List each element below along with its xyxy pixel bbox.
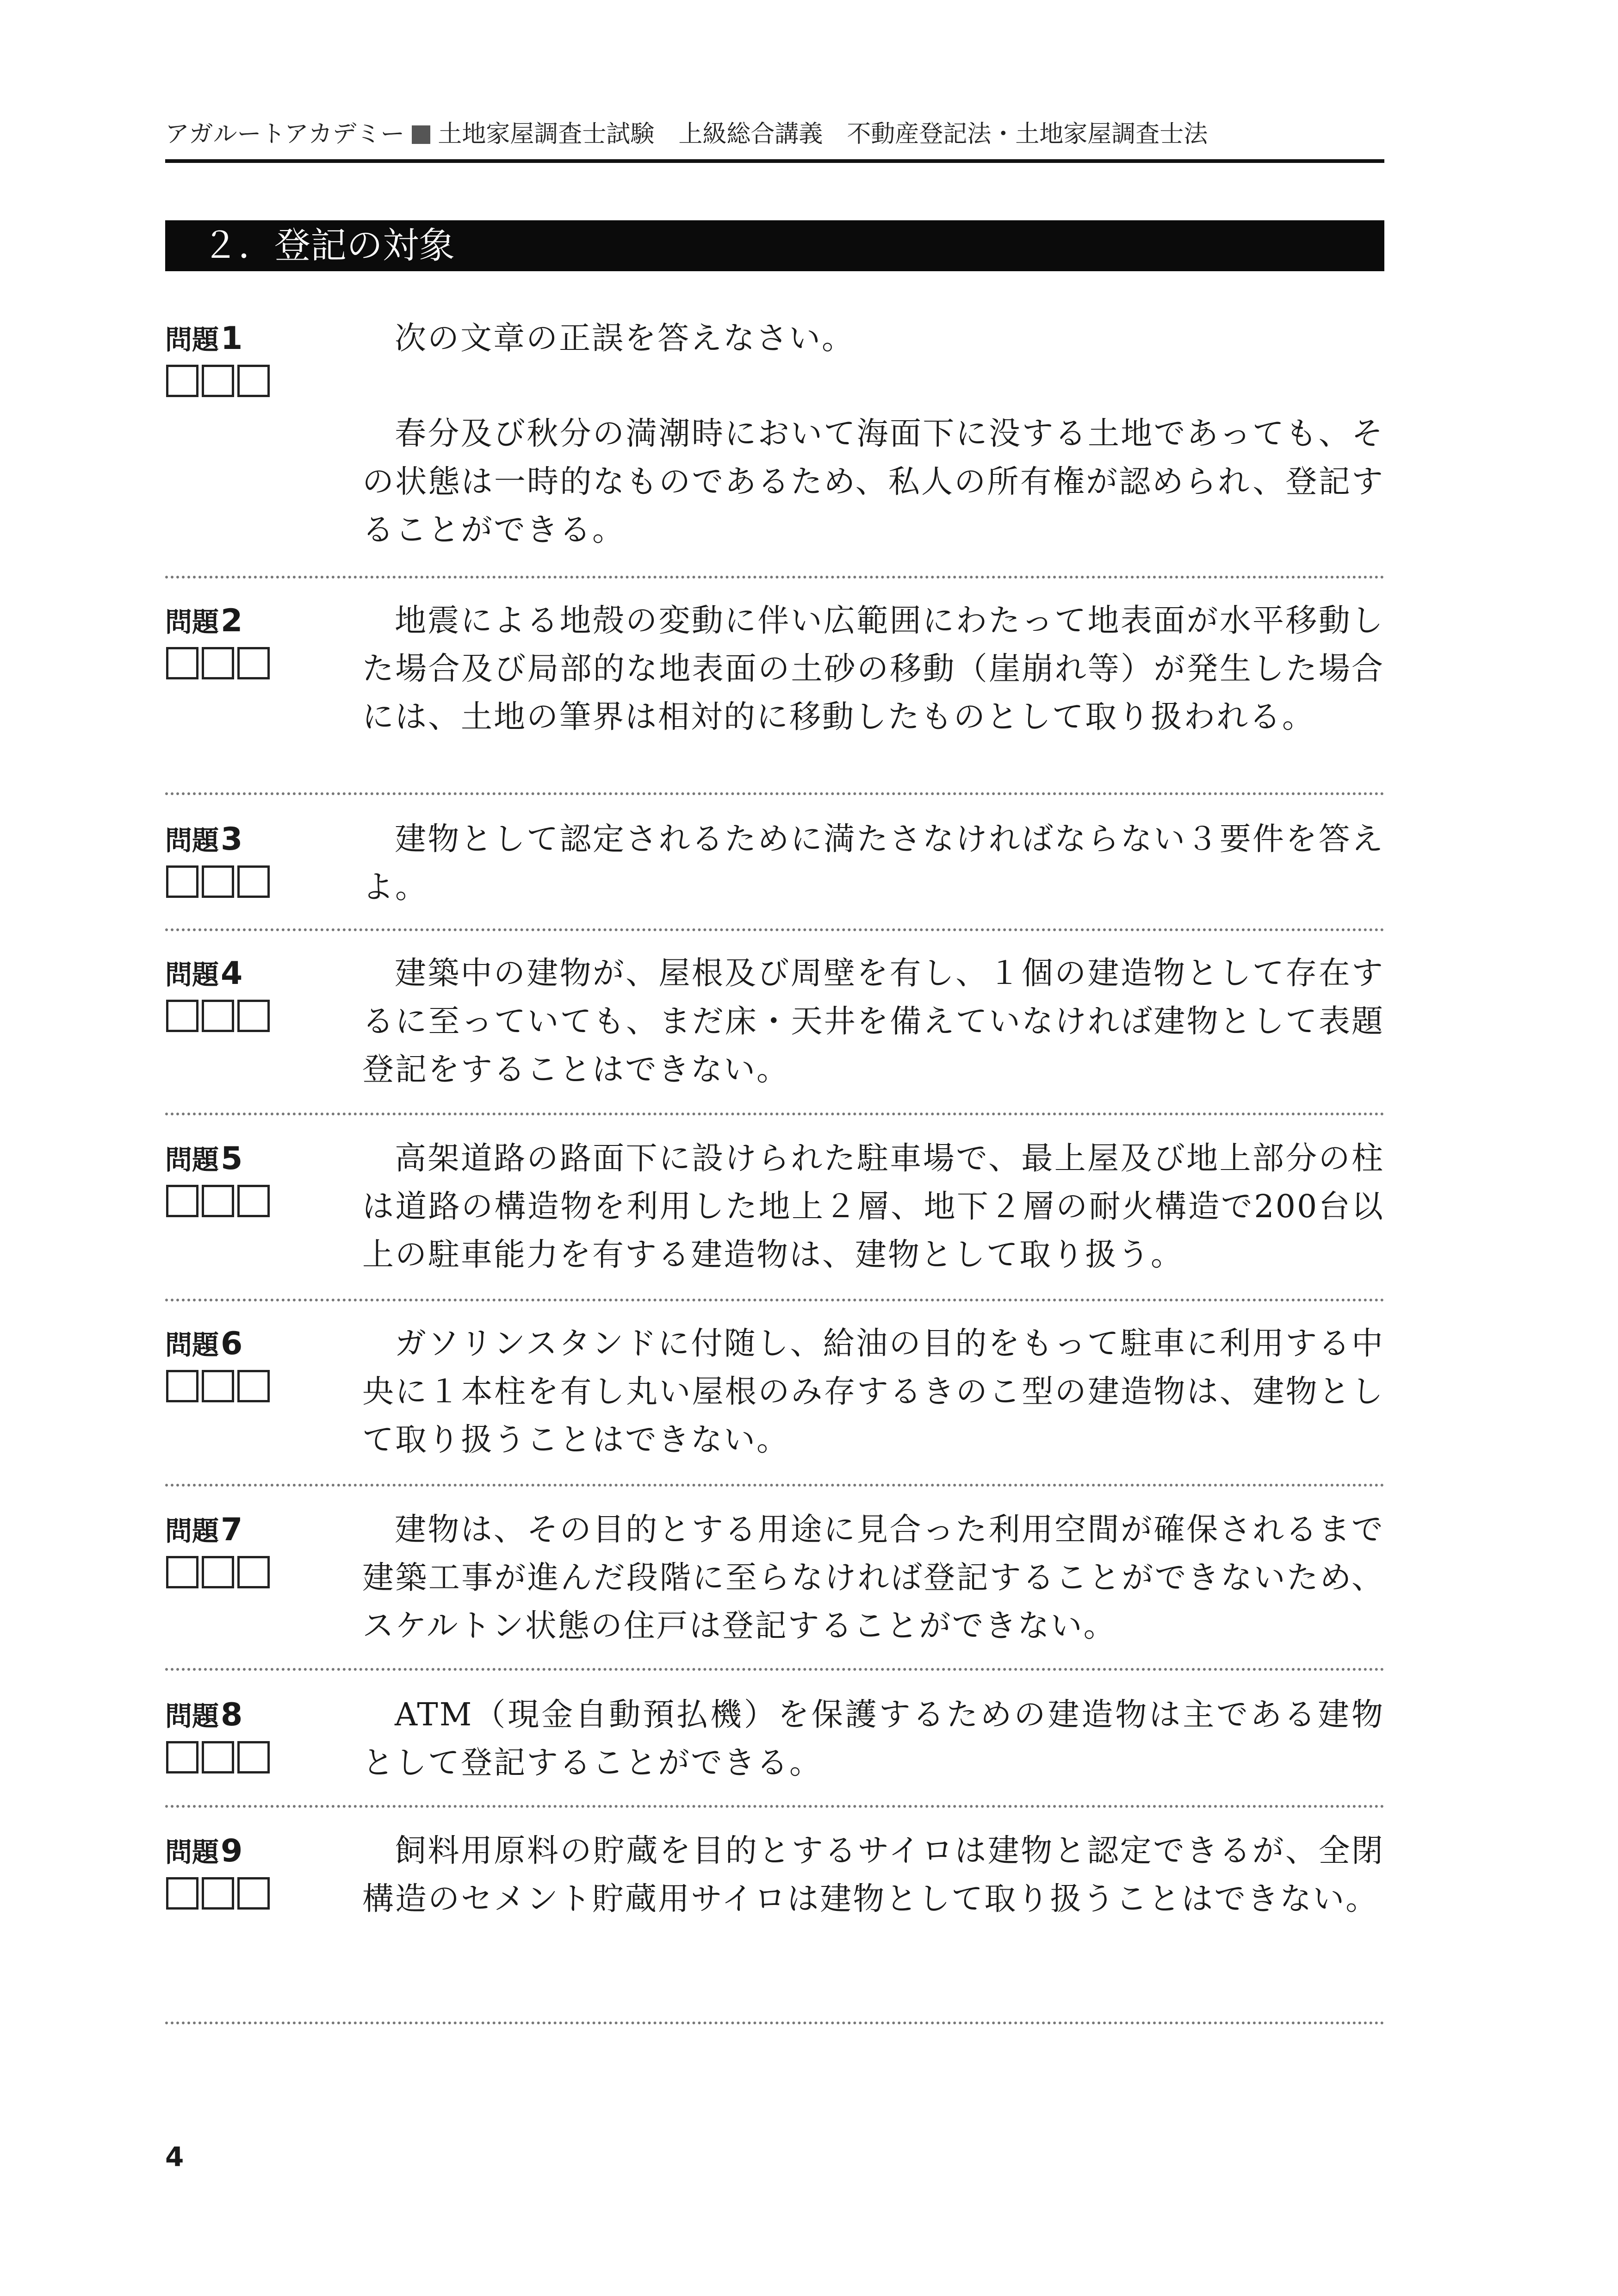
checkbox[interactable] — [166, 365, 198, 397]
checkbox[interactable] — [237, 1370, 270, 1402]
check-boxes — [166, 1556, 273, 1588]
checkbox[interactable] — [237, 1185, 270, 1217]
question-label: 問題3 — [165, 821, 243, 858]
check-boxes — [166, 1370, 273, 1402]
check-boxes — [166, 1000, 273, 1032]
dotted-divider — [165, 1113, 1384, 1115]
checkbox[interactable] — [237, 865, 270, 898]
question-label: 問題6 — [165, 1325, 243, 1362]
question-label: 問題1 — [165, 320, 243, 357]
check-boxes — [166, 1185, 273, 1217]
question-text: 建築中の建物が、屋根及び周壁を有し、１個の建造物として存在するに至っていても、まだ床・天井を備えていなければ建物として表題登記をすることはできない。 — [362, 955, 1384, 1088]
question-text: 春分及び秋分の満潮時において海面下に没する土地であっても、その状態は一時的なものであるため、私人の所有権が認められ、登記することができる。 — [362, 416, 1384, 548]
header-publisher: アガルートアカデミー — [165, 120, 405, 148]
question-label: 問題2 — [165, 603, 243, 639]
checkbox[interactable] — [166, 647, 198, 679]
dotted-divider — [165, 792, 1384, 795]
question-label: 問題7 — [165, 1512, 243, 1548]
checkbox[interactable] — [237, 647, 270, 679]
checkbox[interactable] — [166, 1370, 198, 1402]
checkbox[interactable] — [202, 1370, 234, 1402]
checkbox[interactable] — [202, 1877, 234, 1910]
checkbox[interactable] — [237, 1877, 270, 1910]
question-text: 飼料用原料の貯蔵を目的とするサイロは建物と認定できるが、全閉構造のセメント貯蔵用サイロは建物として取り扱うことはできない。 — [362, 1833, 1384, 1917]
checkbox[interactable] — [202, 865, 234, 898]
question-text: 建物として認定されるために満たさなければならない３要件を答えよ。 — [362, 821, 1384, 906]
question-label: 問題9 — [165, 1833, 243, 1869]
checkbox[interactable] — [166, 1000, 198, 1032]
question-label: 問題8 — [165, 1697, 243, 1733]
page-number: 4 — [165, 2141, 184, 2172]
question-text: ガソリンスタンドに付随し、給油の目的をもって駐車に利用する中央に１本柱を有し丸い屋根のみ存するきのこ型の建造物は、建物として取り扱うことはできない。 — [362, 1325, 1384, 1458]
checkbox[interactable] — [202, 1000, 234, 1032]
checkbox[interactable] — [237, 1741, 270, 1773]
checkbox[interactable] — [237, 1000, 270, 1032]
square-bullet-icon — [412, 125, 430, 144]
question-label: 問題4 — [165, 955, 243, 992]
checkbox[interactable] — [202, 647, 234, 679]
check-boxes — [166, 647, 273, 679]
checkbox[interactable] — [202, 1741, 234, 1773]
dotted-divider — [165, 1805, 1384, 1808]
running-header — [165, 116, 1384, 153]
question-label: 問題5 — [165, 1140, 243, 1177]
check-boxes — [166, 1877, 273, 1910]
header-course-title: 土地家屋調査士試験 上級総合講義 不動産登記法・土地家屋調査士法 — [438, 120, 1208, 148]
checkbox[interactable] — [166, 1741, 198, 1773]
checkbox[interactable] — [237, 1556, 270, 1588]
checkbox[interactable] — [202, 1185, 234, 1217]
dotted-divider — [165, 928, 1384, 931]
checkbox[interactable] — [166, 1556, 198, 1588]
dotted-divider — [165, 1299, 1384, 1301]
checkbox[interactable] — [202, 1556, 234, 1588]
checkbox[interactable] — [202, 365, 234, 397]
check-boxes — [166, 865, 273, 898]
question-text: 高架道路の路面下に設けられた駐車場で、最上屋及び地上部分の柱は道路の構造物を利用した地上２層、地下２層の耐火構造で200台以上の駐車能力を有する建造物は、建物として取り扱う。 — [362, 1140, 1384, 1273]
question-instruction: 次の文章の正誤を答えなさい。 — [395, 320, 855, 357]
check-boxes — [166, 1741, 273, 1773]
dotted-divider — [165, 1668, 1384, 1671]
checkbox[interactable] — [166, 865, 198, 898]
dotted-divider — [165, 1484, 1384, 1487]
checkbox[interactable] — [166, 1877, 198, 1910]
section-title: ２．登記の対象 — [165, 220, 1384, 271]
check-boxes — [166, 365, 273, 397]
header-rule — [165, 159, 1384, 163]
question-text: 建物は、その目的とする用途に見合った利用空間が確保されるまで建築工事が進んだ段階に至らなければ登記することができないため、スケルトン状態の住戸は登記することができない。 — [362, 1512, 1384, 1644]
dotted-divider — [165, 2022, 1384, 2024]
question-text: ATM（現金自動預払機）を保護するための建造物は主である建物として登記することができる。 — [362, 1697, 1384, 1781]
checkbox[interactable] — [237, 365, 270, 397]
dotted-divider — [165, 576, 1384, 579]
question-text: 地震による地殻の変動に伴い広範囲にわたって地表面が水平移動した場合及び局部的な地表面の土砂の移動（崖崩れ等）が発生した場合には、土地の筆界は相対的に移動したものとして取り扱われる。 — [362, 603, 1384, 735]
checkbox[interactable] — [166, 1185, 198, 1217]
